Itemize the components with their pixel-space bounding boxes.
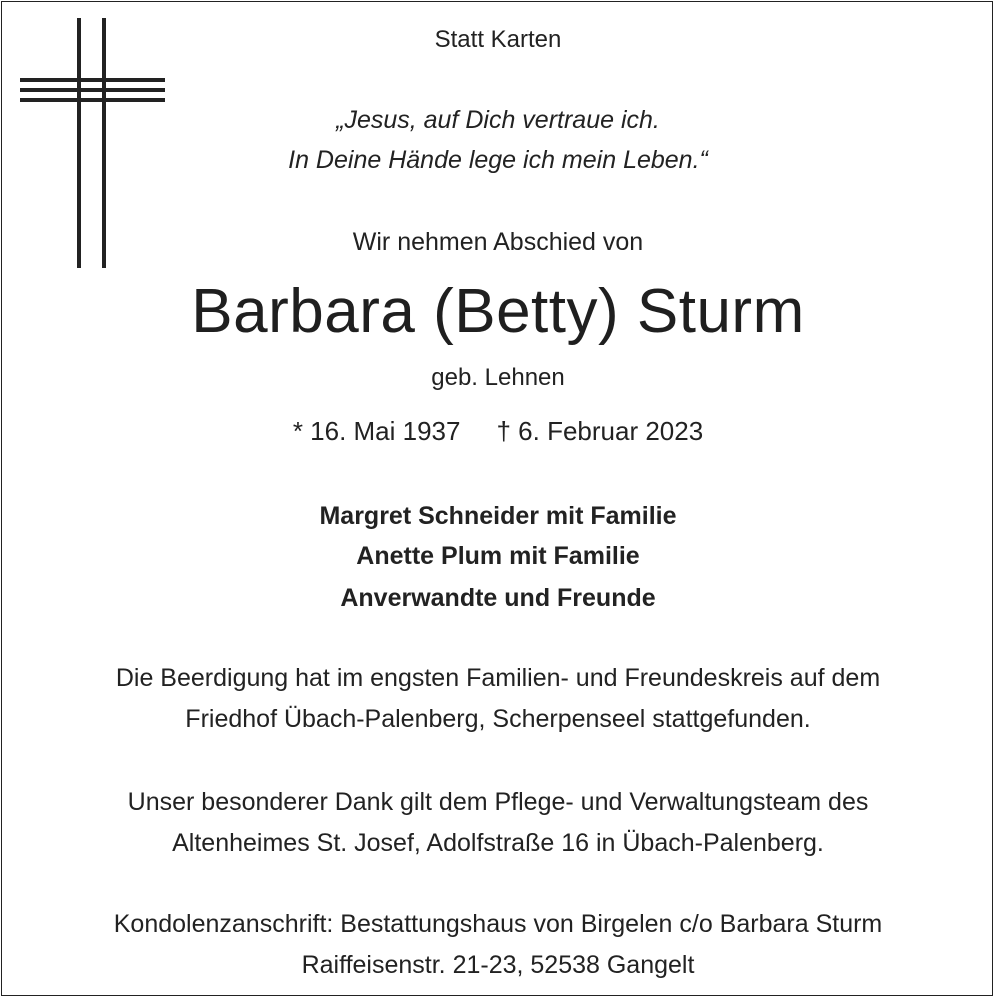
deceased-name: Barbara (Betty) Sturm: [191, 277, 805, 346]
mourner-item: Anverwandte und Freunde: [340, 584, 656, 612]
thanks-line-2: Altenheimes St. Josef, Adolfstraße 16 in Übach-Palenberg.: [172, 829, 824, 857]
condolence-address-line-2: Raiffeisenstr. 21-23, 52538 Gangelt: [301, 951, 695, 979]
mourner-item: Margret Schneider mit Familie: [319, 502, 677, 530]
condolence-address-line-1: Kondolenzanschrift: Bestattungshaus von Birgelen c/o Barbara Sturm: [113, 910, 883, 938]
quote-line-1: „Jesus, auf Dich vertraue ich.: [336, 106, 660, 134]
burial-notice-line-2: Friedhof Übach-Palenberg, Scherpenseel stattgefunden.: [185, 705, 811, 733]
burial-notice-line-1: Die Beerdigung hat im engsten Familien- und Freundeskreis auf dem: [115, 664, 881, 692]
birth-name: geb. Lehnen: [431, 364, 565, 391]
death-date: † 6. Februar 2023: [496, 416, 704, 446]
statt-karten-heading: Statt Karten: [434, 26, 562, 53]
quote-line-2: In Deine Hände lege ich mein Leben.“: [288, 146, 708, 174]
mourner-item: Anette Plum mit Familie: [356, 542, 640, 570]
life-dates: [0, 416, 996, 447]
farewell-intro: Wir nehmen Abschied von: [352, 228, 644, 256]
birth-date: * 16. Mai 1937: [292, 416, 461, 446]
thanks-line-1: Unser besonderer Dank gilt dem Pflege- und Verwaltungsteam des: [127, 788, 869, 816]
